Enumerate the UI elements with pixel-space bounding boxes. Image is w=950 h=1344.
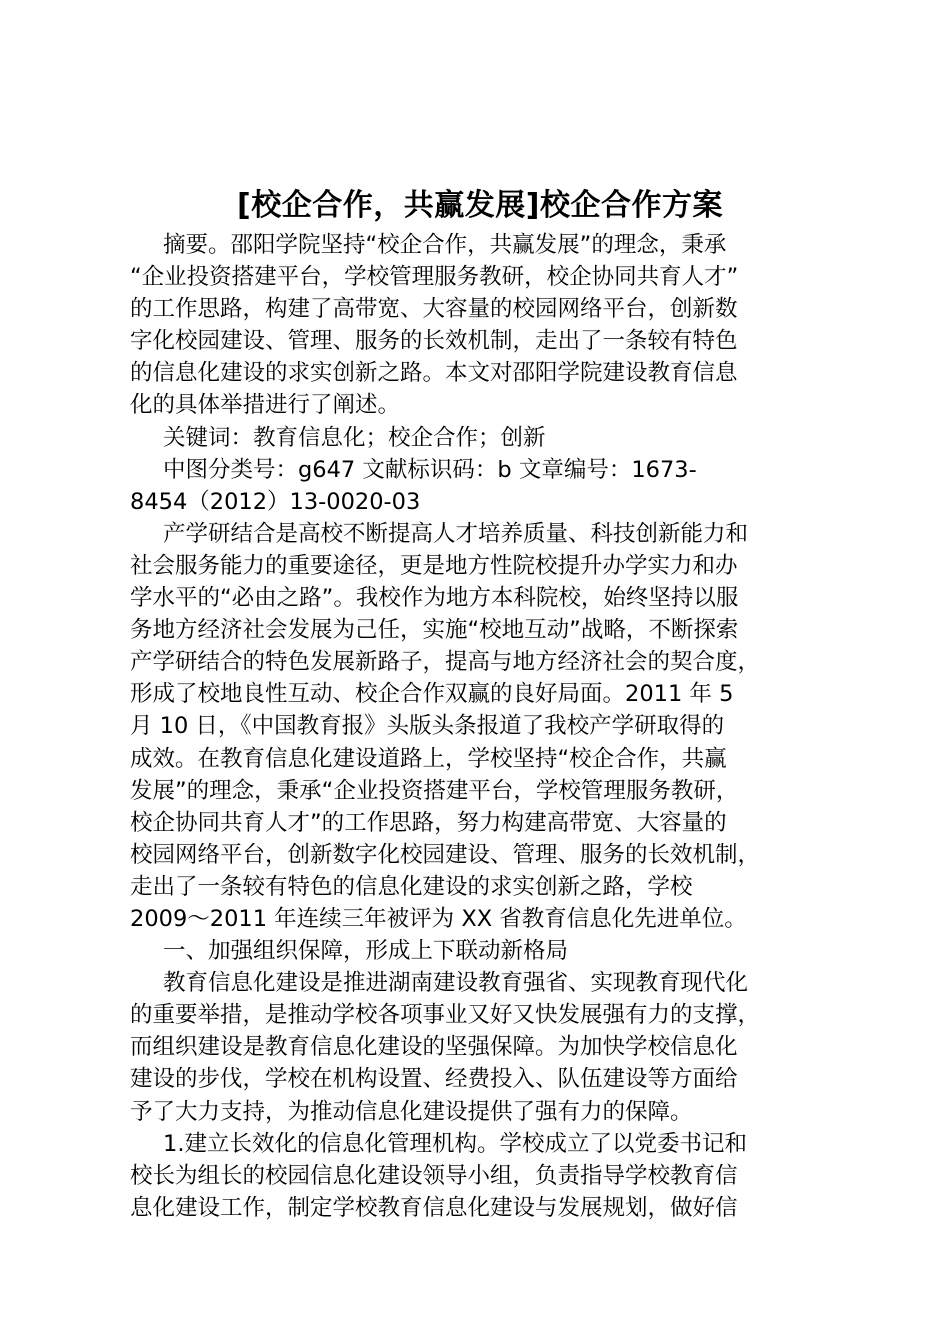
- body-paragraph: 产学研结合是高校不断提高人才培养质量、科技创新能力和 社会服务能力的重要途径，更是地方性院校提升办学实力和办 学水平的“必由之路”。我校作为地方本科院校，始终坚持以服 务地方经济社会发展为己任，实施“校地互动”战略，不断探索 产学研结合的特色发展新路子，提高与地方经济社会的契合度， 形成了校地良性互动、校企合作双赢的良好局面。2011 年 5 月 10 日，《中国教育报》头版头条报道了我校产学研取得的 成效。在教育信息化建设道路上，学校坚持“校企合作，共赢 发展”的理念，秉承“企业投资搭建平台，学校管理服务教研， 校企协同共育人才”的工作思路，努力构建高带宽、大容量的 校园网络平台，创新数字化校园建设、管理、服务的长效机制， 走出了一条较有特色的信息化建设的求实创新之路，学校 2009～2011 年连续三年被评为 XX 省教育信息化先进单位。: [130, 520, 761, 932]
- document-content: [130, 183, 830, 1224]
- section-heading: 一、加强组织保障，形成上下联动新格局: [163, 938, 569, 965]
- document-title: [校企合作，共赢发展]校企合作方案: [237, 188, 723, 223]
- body-paragraph: 1.建立长效化的信息化管理机构。学校成立了以党委书记和 校长为组长的校园信息化建设领导小组，负责指导学校教育信 息化建设工作，制定学校教育信息化建设与发展规划，做好信: [130, 1130, 747, 1221]
- keywords-paragraph: 关键词：教育信息化；校企合作；创新: [163, 424, 546, 451]
- classification-paragraph: 中图分类号：g647 文献标识码：b 文章编号：1673- 8454（2012）13-0020-03: [130, 456, 697, 515]
- body-paragraph: 教育信息化建设是推进湖南建设教育强省、实现教育现代化 的重要举措，是推动学校各项事业又好又快发展强有力的支撑， 而组织建设是教育信息化建设的坚强保障。为加快学校信息化 建设的步伐，学校在机构设置、经费投入、队伍建设等方面给 予了大力支持，为推动信息化建设提供了强有力的保障。: [130, 970, 761, 1125]
- abstract-paragraph: 摘要。邵阳学院坚持“校企合作，共赢发展”的理念，秉承 “企业投资搭建平台，学校管理服务教研，校企协同共育人才” 的工作思路，构建了高带宽、大容量的校园网络平台，创新数 字化校园建设、管理、服务的长效机制，走出了一条较有特色 的信息化建设的求实创新之路。本文对邵阳学院建设教育信息 化的具体举措进行了阐述。: [130, 232, 739, 419]
